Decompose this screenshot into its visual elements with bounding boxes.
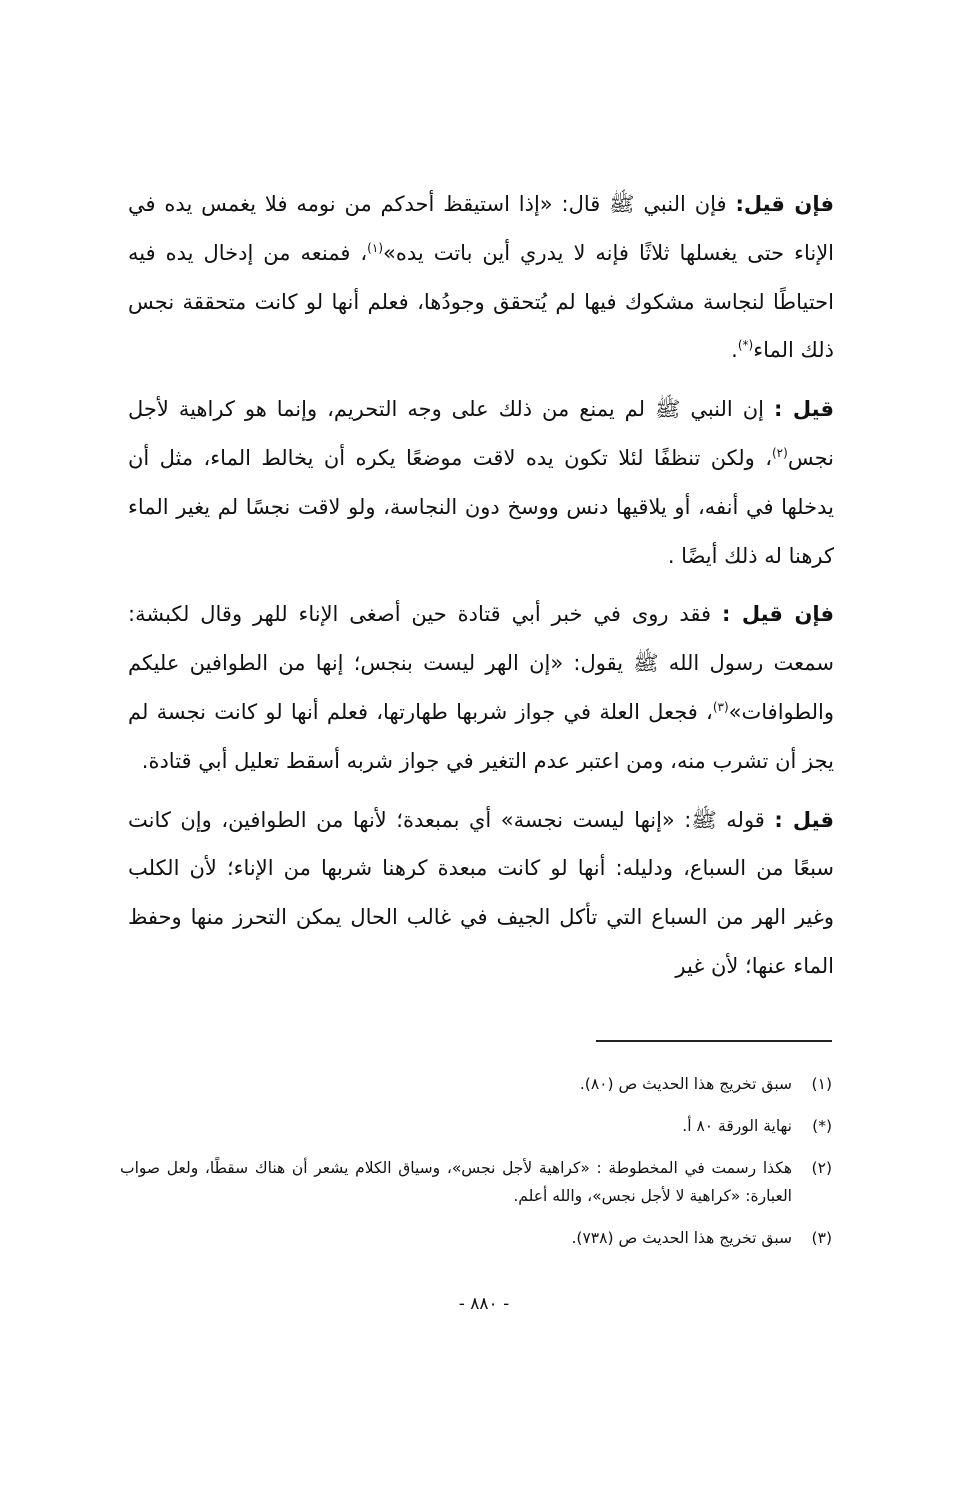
footnote-number: (٢)	[811, 1159, 832, 1177]
paragraph-1	[128, 180, 834, 375]
paragraph-4	[128, 796, 834, 991]
paragraph-text: ، فمنعه من إدخال يده فيه احتياطًا لنجاسة مشكوك فيها لم يُتحقق وجودُها، فعلم أنها لو كانت متحققة نجس ذلك الماء	[128, 240, 834, 363]
paragraph-text: قوله ﷺ: «إنها ليست نجسة» أي بمبعدة؛ لأنها من الطوافين، وإن كانت سبعًا من السباع، ودليله: أنها لو كانت مبعدة كرهنا شربها من الإناء؛ لأن الكلب وغير الهر من السباع التي تأكل الجيف في غالب الحال يمكن التحرز منها وحفظ الماء عنها؛ لأن غير	[128, 807, 834, 978]
footnote-text: سبق تخريج هذا الحديث ص (٨٠).	[579, 1075, 792, 1093]
paragraph-text: ، ولكن تنظفًا لئلا تكون يده لاقت موضعًا يكره أن يخالط الماء، مثل أن يدخلها في أنفه، أو يلاقيها دنس ووسخ دون النجاسة، ولو لاقت نجسًا لم يغير الماء كرهنا له ذلك أيضًا .	[128, 445, 834, 568]
page-number: - ٨٨٠ -	[458, 1294, 510, 1314]
footnote-item	[120, 1070, 832, 1098]
footnote-text: سبق تخريج هذا الحديث ص (٧٣٨).	[571, 1229, 792, 1247]
paragraph-lead: قيل :	[773, 397, 834, 422]
footnote-number: (٣)	[811, 1229, 832, 1247]
paragraph-lead: قيل :	[774, 807, 834, 832]
paragraph-text: .	[731, 338, 738, 363]
paragraph-text: فإن النبي ﷺ قال: «إذا استيقظ أحدكم من نومه فلا يغمس يده في الإناء حتى يغسلها ثلاثًا فإنه لا يدري أين باتت يده»	[128, 192, 835, 265]
footnote-ref: (٣)	[712, 699, 729, 714]
footnote-ref: (٢)	[771, 445, 788, 460]
footnote-item	[120, 1154, 832, 1210]
paragraph-lead: فإن قيل:	[735, 192, 834, 216]
footnotes	[120, 1070, 832, 1266]
footnote-item	[120, 1112, 832, 1140]
footnote-divider	[596, 1040, 832, 1042]
footnote-number: (١)	[811, 1075, 832, 1093]
main-text	[128, 180, 834, 1001]
footnote-ref: (١)	[367, 240, 383, 255]
paragraph-2	[128, 385, 834, 580]
paragraph-3	[128, 590, 834, 785]
footnote-ref: (*)	[737, 338, 754, 353]
paragraph-text: إن النبي ﷺ لم يمنع من ذلك على وجه التحريم، وإنما هو كراهية لأجل نجس	[128, 397, 834, 470]
footnote-text: نهاية الورقة ٨٠ أ.	[682, 1117, 792, 1135]
footnote-text: هكذا رسمت في المخطوطة : «كراهية لأجل نجس»، وسياق الكلام يشعر أن هناك سقطًا، ولعل صواب العبارة: «كراهية لا لأجل نجس»، والله أعلم.	[120, 1159, 792, 1205]
footnote-item	[120, 1224, 832, 1252]
paragraph-lead: فإن قيل :	[721, 602, 834, 627]
paragraph-text: فقد روى في خبر أبي قتادة حين أصغى الإناء للهر وقال لكبشة: سمعت رسول الله ﷺ يقول: «إن الهر ليست بنجس؛ إنها من الطوافين عليكم والطوافات»	[128, 602, 834, 724]
footnote-number: (*)	[812, 1117, 832, 1135]
paragraph-text: ، فجعل العلة في جواز شربها طهارتها، فعلم أنها لو كانت نجسة لم يجز أن تشرب منه، ومن اعتبر عدم التغير في جواز شربه أسقط تعليل أبي قتادة.	[128, 699, 834, 773]
